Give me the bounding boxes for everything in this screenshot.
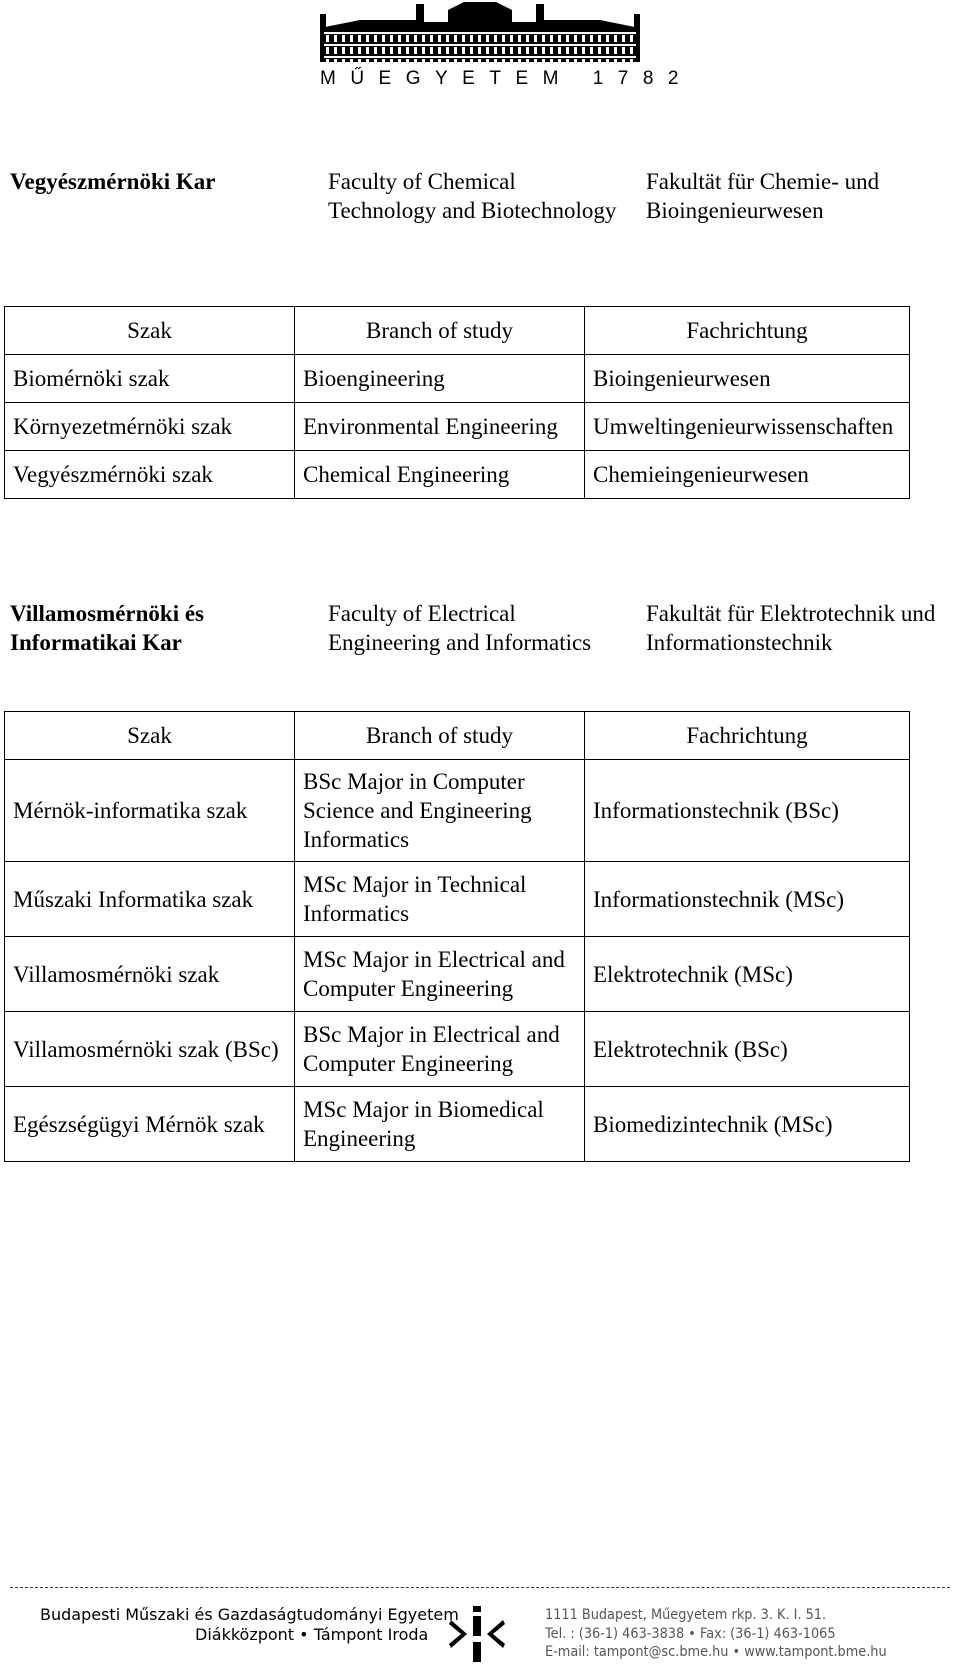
table-cell: Biomérnöki szak	[5, 355, 295, 403]
table-cell: Bioingenieurwesen	[585, 355, 910, 403]
table-cell: Egészségügyi Mérnök szak	[5, 1087, 295, 1162]
table-cell: Vegyészmérnöki szak	[5, 451, 295, 499]
faculty-name-en: Faculty of Electrical Engineering and Informatics	[328, 601, 592, 655]
table-cell: MSc Major in Electrical and Computer Engineering	[295, 937, 585, 1012]
table-cell: Informationstechnik (MSc)	[585, 862, 910, 937]
table-cell: Chemical Engineering	[295, 451, 585, 499]
table-cell: Chemieingenieurwesen	[585, 451, 910, 499]
footer-address: 1111 Budapest, Műegyetem rkp. 3. K. I. 51.	[545, 1607, 827, 1623]
footer-university: Budapesti Műszaki és Gazdaságtudományi Egyetem	[40, 1605, 459, 1624]
programs-table-electrical	[4, 711, 910, 1162]
column-header: Szak	[5, 712, 295, 760]
university-logo	[320, 0, 693, 90]
table-cell: Műszaki Informatika szak	[5, 862, 295, 937]
column-header: Szak	[5, 307, 295, 355]
table-cell: Informationstechnik (BSc)	[585, 760, 910, 862]
footer-contact	[545, 1606, 913, 1662]
table-cell: Bioengineering	[295, 355, 585, 403]
table-cell: BSc Major in Electrical and Computer Engineering	[295, 1012, 585, 1087]
table-row	[5, 451, 910, 499]
table-cell: Biomedizintechnik (MSc)	[585, 1087, 910, 1162]
table-cell: Környezetmérnöki szak	[5, 403, 295, 451]
table-cell: Umweltingenieurwissenschaften	[585, 403, 910, 451]
logo-text: MŰEGYETEM 1782	[320, 68, 693, 89]
footer-email: E-mail: tampont@sc.bme.hu • www.tampont.bme.hu	[545, 1644, 887, 1660]
footer-office: Diákközpont • Támpont Iroda	[195, 1625, 429, 1644]
table-cell: Mérnök-informatika szak	[5, 760, 295, 862]
table-row	[5, 937, 910, 1012]
table-cell: Elektrotechnik (MSc)	[585, 937, 910, 1012]
programs-table-chemical	[4, 306, 910, 499]
table-cell: Villamosmérnöki szak (BSc)	[5, 1012, 295, 1087]
footer-institution	[40, 1605, 500, 1645]
table-cell: MSc Major in Biomedical Engineering	[295, 1087, 585, 1162]
table-row	[5, 355, 910, 403]
table-cell: Environmental Engineering	[295, 403, 585, 451]
tampont-logo-icon	[449, 1606, 505, 1662]
table-row	[5, 862, 910, 937]
faculty-name-en: Faculty of Chemical Technology and Biotechnology	[328, 169, 617, 223]
table-header-row	[5, 712, 910, 760]
footer-phone: Tel. : (36-1) 463-3838 • Fax: (36-1) 463-1065	[545, 1625, 836, 1642]
faculty-name-hu: Villamosmérnöki és Informatikai Kar	[10, 601, 204, 655]
column-header: Branch of study	[295, 712, 585, 760]
table-row	[5, 1012, 910, 1087]
faculty-name-hu: Vegyészmérnöki Kar	[10, 169, 216, 194]
faculty-name-de: Fakultät für Chemie- und Bioingenieurwesen	[646, 169, 880, 223]
building-icon	[320, 0, 640, 68]
column-header: Fachrichtung	[585, 307, 910, 355]
column-header: Branch of study	[295, 307, 585, 355]
table-row	[5, 1087, 910, 1162]
table-cell: Elektrotechnik (BSc)	[585, 1012, 910, 1087]
table-header-row	[5, 307, 910, 355]
faculty-name-de: Fakultät für Elektrotechnik und Informationstechnik	[646, 601, 936, 655]
table-cell: Villamosmérnöki szak	[5, 937, 295, 1012]
column-header: Fachrichtung	[585, 712, 910, 760]
footer-divider	[10, 1587, 950, 1588]
table-cell: BSc Major in Computer Science and Engineering Informatics	[295, 760, 585, 862]
table-row	[5, 403, 910, 451]
table-row	[5, 760, 910, 862]
table-cell: MSc Major in Technical Informatics	[295, 862, 585, 937]
